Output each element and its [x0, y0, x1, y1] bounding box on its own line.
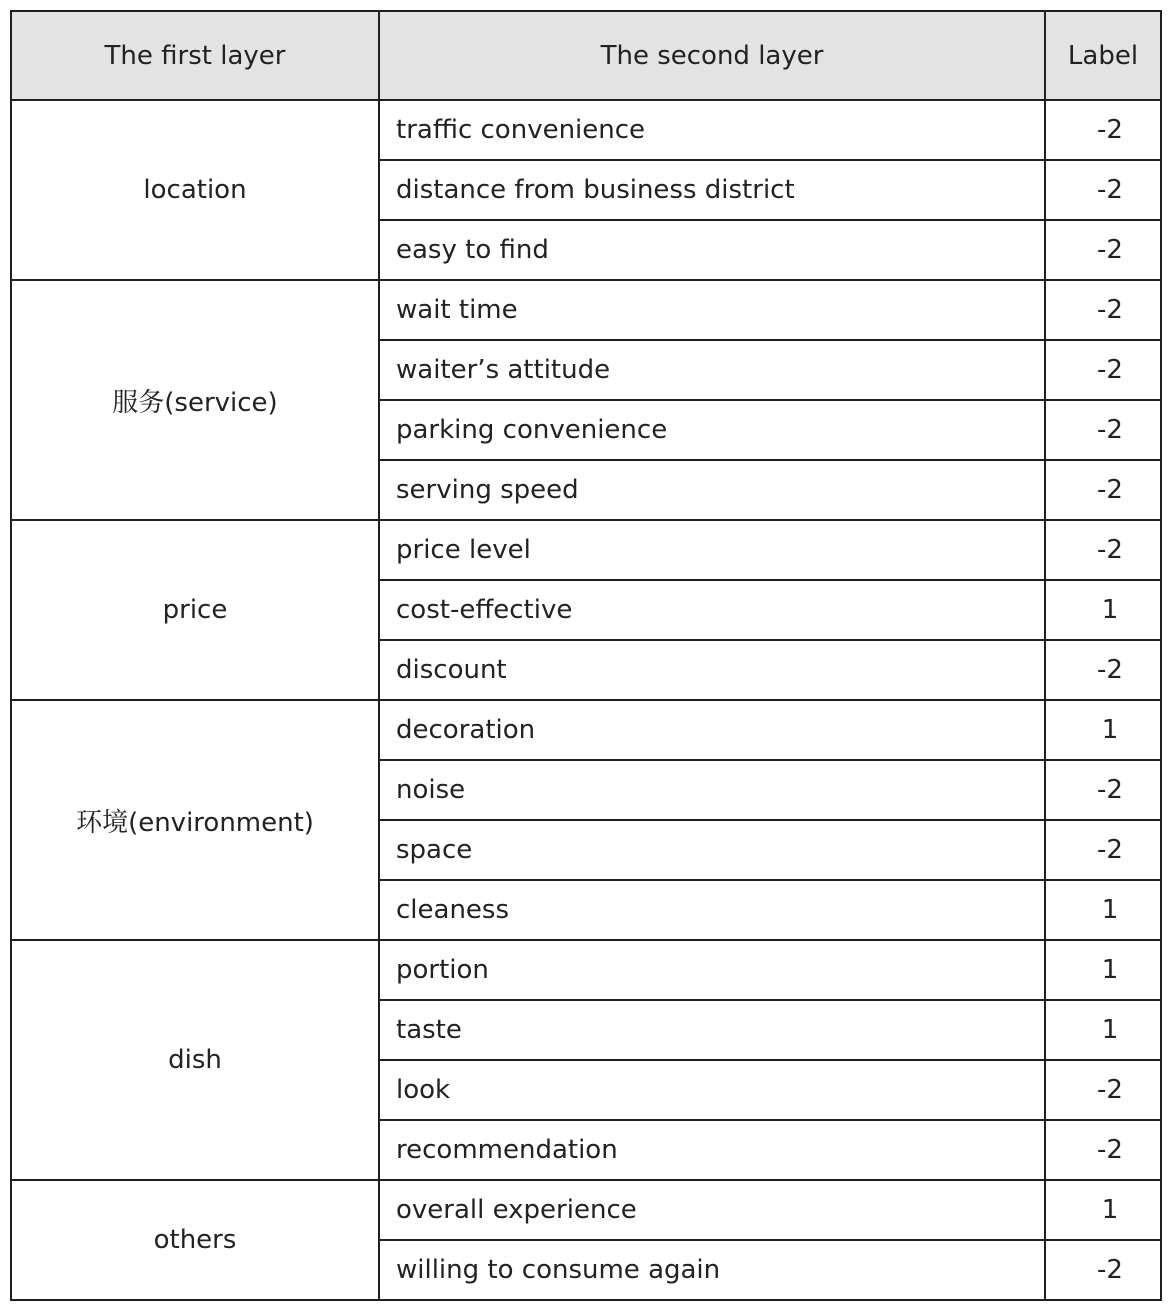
second-layer-cell: parking convenience — [379, 400, 1045, 460]
label-cell: -2 — [1045, 340, 1161, 400]
label-cell: -2 — [1045, 760, 1161, 820]
first-layer-cell: price — [11, 520, 379, 700]
label-cell: 1 — [1045, 700, 1161, 760]
second-layer-cell: distance from business district — [379, 160, 1045, 220]
label-cell: -2 — [1045, 820, 1161, 880]
table-row — [11, 520, 1161, 580]
second-layer-cell: easy to find — [379, 220, 1045, 280]
table-row — [11, 280, 1161, 340]
second-layer-cell: discount — [379, 640, 1045, 700]
label-cell: -2 — [1045, 280, 1161, 340]
first-layer-cell: dish — [11, 940, 379, 1180]
table-header — [11, 11, 1161, 100]
first-layer-cell: 环境(environment) — [11, 700, 379, 940]
label-cell: 1 — [1045, 940, 1161, 1000]
first-layer-cell: location — [11, 100, 379, 280]
label-cell: -2 — [1045, 220, 1161, 280]
second-layer-cell: wait time — [379, 280, 1045, 340]
table-row — [11, 700, 1161, 760]
label-cell: -2 — [1045, 1120, 1161, 1180]
second-layer-cell: waiter’s attitude — [379, 340, 1045, 400]
second-layer-cell: serving speed — [379, 460, 1045, 520]
second-layer-cell: price level — [379, 520, 1045, 580]
second-layer-cell: willing to consume again — [379, 1240, 1045, 1300]
label-cell: -2 — [1045, 160, 1161, 220]
label-cell: -2 — [1045, 100, 1161, 160]
second-layer-cell: traffic convenience — [379, 100, 1045, 160]
second-layer-cell: noise — [379, 760, 1045, 820]
table-row — [11, 940, 1161, 1000]
header-row — [11, 11, 1161, 100]
label-cell: -2 — [1045, 460, 1161, 520]
second-layer-cell: cleaness — [379, 880, 1045, 940]
aspect-label-table — [10, 10, 1162, 1301]
first-layer-cell: 服务(service) — [11, 280, 379, 520]
second-layer-cell: look — [379, 1060, 1045, 1120]
header-first-layer: The first layer — [11, 11, 379, 100]
label-cell: -2 — [1045, 520, 1161, 580]
table-row — [11, 1180, 1161, 1240]
label-cell: 1 — [1045, 1000, 1161, 1060]
first-layer-cell: others — [11, 1180, 379, 1300]
header-label: Label — [1045, 11, 1161, 100]
second-layer-cell: recommendation — [379, 1120, 1045, 1180]
label-cell: -2 — [1045, 400, 1161, 460]
second-layer-cell: space — [379, 820, 1045, 880]
second-layer-cell: taste — [379, 1000, 1045, 1060]
second-layer-cell: decoration — [379, 700, 1045, 760]
table-row — [11, 100, 1161, 160]
label-cell: 1 — [1045, 880, 1161, 940]
second-layer-cell: cost-effective — [379, 580, 1045, 640]
label-cell: -2 — [1045, 1060, 1161, 1120]
label-cell: 1 — [1045, 1180, 1161, 1240]
second-layer-cell: portion — [379, 940, 1045, 1000]
label-cell: -2 — [1045, 640, 1161, 700]
label-cell: 1 — [1045, 580, 1161, 640]
table-body — [11, 100, 1161, 1300]
second-layer-cell: overall experience — [379, 1180, 1045, 1240]
header-second-layer: The second layer — [379, 11, 1045, 100]
label-cell: -2 — [1045, 1240, 1161, 1300]
